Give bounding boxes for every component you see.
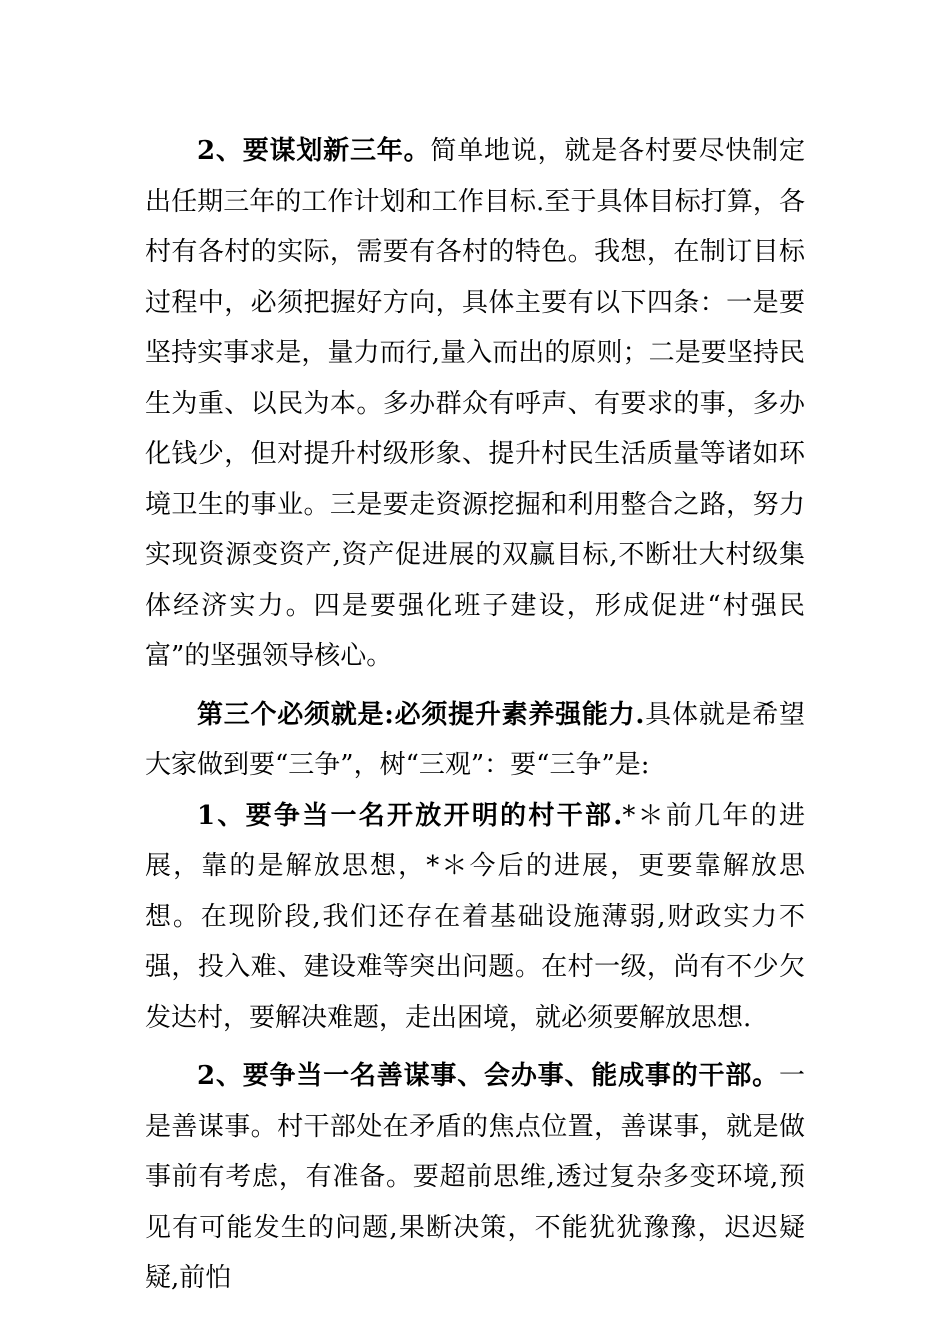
- paragraph-text: 具体就是希望大家做到要“三争”，树“三观”：要“三争”是:: [145, 699, 805, 780]
- paragraph-heading: 2、要谋划新三年。: [197, 136, 431, 166]
- paragraph-open-minded-cadre: [145, 791, 805, 1044]
- paragraph-text: 简单地说，就是各村要尽快制定出任期三年的工作计划和工作目标.至于具体目标打算，各村有各村的实际，需要有各村的特色。我想，在制订目标过程中，必须把握好方向，具体主要有以下四条：一是要坚持实事求是，量力而行,量入而出的原则；二是要坚持民生为重、以民为本。多办群众有呼声、有要求的事，多办化钱少，但对提升村级形象、提升村民生活质量等诸如环境卫生的事业。三是要走资源挖掘和利用整合之路，努力实现资源变资产,资产促进展的双赢目标,不断壮大村级集体经济实力。四是要强化班子建设，形成促进“村强民富”的坚强领导核心。: [145, 136, 805, 671]
- paragraph-capable-cadre: [145, 1051, 805, 1304]
- paragraph-heading: 2、要争当一名善谋事、会办事、能成事的干部。: [197, 1061, 779, 1091]
- paragraph-heading: 1、要争当一名开放开明的村干部.: [197, 800, 623, 831]
- paragraph-text: *＊前几年的进展，靠的是解放思想，*＊今后的进展，更要靠解放思想。在现阶段,我们还存在着基础设施薄弱,财政实力不强，投入难、建设难等突出问题。在村一级，尚有不少欠发达村，要解决难题，走出困境，就必须要解放思想.: [145, 800, 805, 1033]
- paragraph-heading: 第三个必须就是:必须提升素养强能力.: [197, 699, 645, 730]
- paragraph-text: 一是善谋事。村干部处在矛盾的焦点位置，善谋事，就是做事前有考虑，有准备。要超前思维,透过复杂多变环境,预见有可能发生的问题,果断决策，不能犹犹豫豫，迟迟疑疑,前怕: [145, 1061, 805, 1293]
- document-body: [145, 126, 805, 1304]
- paragraph-third-must: [145, 690, 805, 791]
- paragraph-plan-three-years: [145, 126, 805, 682]
